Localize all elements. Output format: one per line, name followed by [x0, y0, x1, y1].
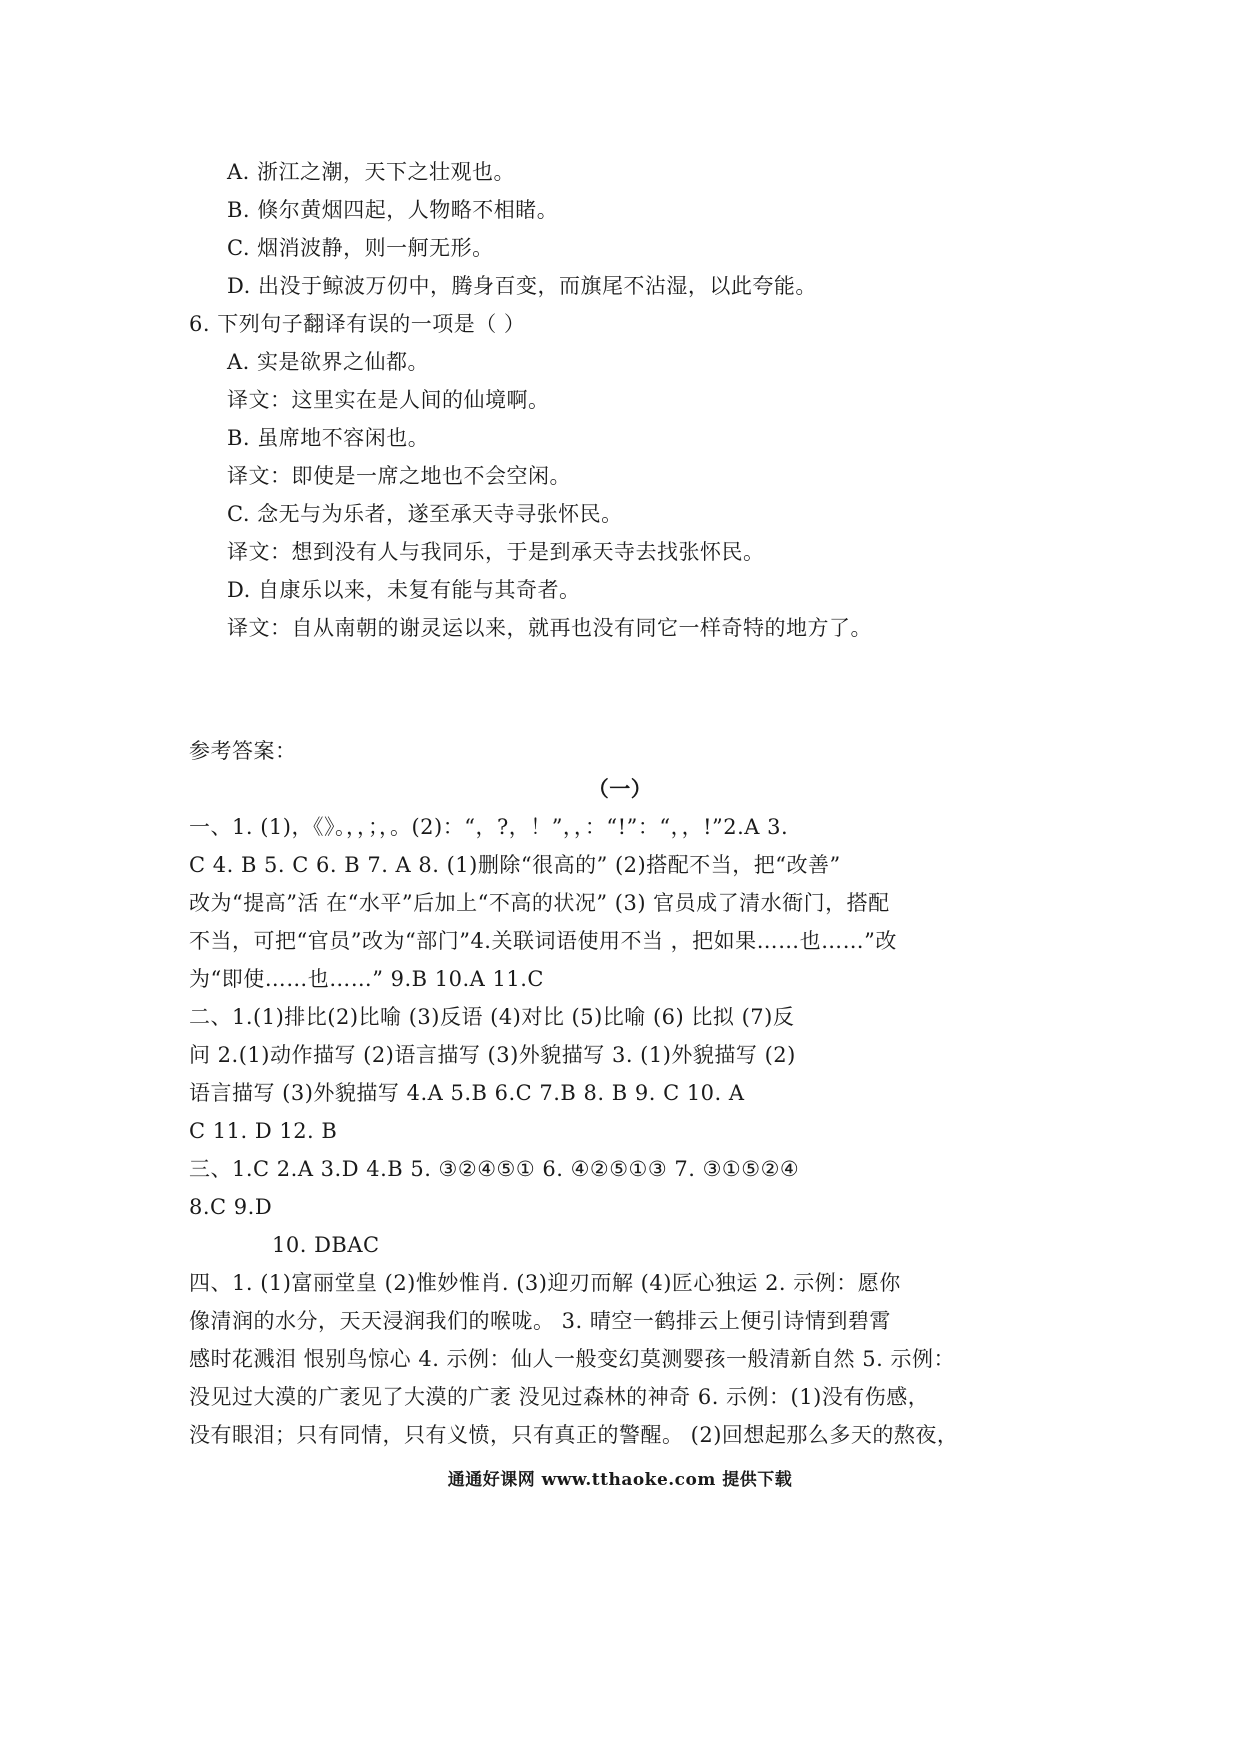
q5-option-a: A. 浙江之潮，天下之壮观也。 [227, 160, 516, 184]
q6-stem: 6. 下列句子翻译有误的一项是（ ） [189, 312, 526, 336]
answer-line: 四、1. (1)富丽堂皇 (2)惟妙惟肖. (3)迎刃而解 (4)匠心独运 2. 示例：愿你 [189, 1271, 901, 1295]
answer-line: 不当，可把“官员”改为“部门”4.关联词语使用不当 ，把如果……也……”改 [189, 929, 897, 953]
answer-line: 没有眼泪；只有同情，只有义愤，只有真正的警醒。 (2)回想起那么多天的熬夜， [189, 1423, 959, 1447]
answer-line: C 4. B 5. C 6. B 7. A 8. (1)删除“很高的” (2)搭配不当，把“改善” [189, 853, 841, 877]
q5-option-b: B. 倏尔黄烟四起，人物略不相睹。 [227, 198, 559, 222]
q6-option-b-translation: 译文：即使是一席之地也不会空闲。 [227, 464, 571, 488]
answers-heading: 参考答案： [189, 739, 297, 763]
answer-line: 改为“提高”活 在“水平”后加上“不高的状况” (3) 官员成了清水衙门，搭配 [189, 891, 890, 915]
q6-option-d-translation: 译文：自从南朝的谢灵运以来，就再也没有同它一样奇特的地方了。 [227, 616, 872, 640]
answer-line: 一、1. (1)，《》。，，；，。(2)：“，?，！”，，：“!”：“，，!”2.A 3. [189, 815, 789, 839]
q6-option-b: B. 虽席地不容闲也。 [227, 426, 430, 450]
q6-option-c: C. 念无与为乐者，遂至承天寺寻张怀民。 [227, 502, 623, 526]
page-footer: 通通好课网 www.tthaoke.com 提供下载 [447, 1470, 793, 1490]
answer-line: 三、1.C 2.A 3.D 4.B 5. ③②④⑤① 6. ④②⑤①③ 7. ③①⑤②④ [189, 1157, 800, 1181]
answers-section-title: （一） [587, 776, 653, 801]
answer-line: 感时花溅泪 恨别鸟惊心 4. 示例：仙人一般变幻莫测婴孩一般清新自然 5. 示例： [189, 1347, 955, 1371]
answer-line: 像清润的水分，天天浸润我们的喉咙。 3. 晴空一鹤排云上便引诗情到碧霄 [189, 1309, 891, 1333]
answer-line: 没见过大漠的广袤见了大漠的广袤 没见过森林的神奇 6. 示例：(1)没有伤感， [189, 1385, 930, 1409]
q5-option-d: D. 出没于鲸波万仞中，腾身百变，而旗尾不沾湿，以此夸能。 [227, 274, 817, 298]
answer-line-indented: 10. DBAC [272, 1233, 380, 1257]
q5-option-c: C. 烟消波静，则一舸无形。 [227, 236, 494, 260]
q6-option-a: A. 实是欲界之仙都。 [227, 350, 430, 374]
answer-line: 二、1.(1)排比(2)比喻 (3)反语 (4)对比 (5)比喻 (6) 比拟 (7)反 [189, 1005, 795, 1029]
q6-option-d: D. 自康乐以来，未复有能与其奇者。 [227, 578, 581, 602]
answer-line: 问 2.(1)动作描写 (2)语言描写 (3)外貌描写 3. (1)外貌描写 (2) [189, 1043, 796, 1067]
answer-line: 为“即使……也……” 9.B 10.A 11.C [189, 967, 544, 991]
q6-option-c-translation: 译文：想到没有人与我同乐，于是到承天寺去找张怀民。 [227, 540, 765, 564]
answer-line: C 11. D 12. B [189, 1119, 338, 1143]
answer-line: 语言描写 (3)外貌描写 4.A 5.B 6.C 7.B 8. B 9. C 10. A [189, 1081, 745, 1105]
q6-option-a-translation: 译文：这里实在是人间的仙境啊。 [227, 388, 550, 412]
answer-line: 8.C 9.D [189, 1195, 273, 1219]
